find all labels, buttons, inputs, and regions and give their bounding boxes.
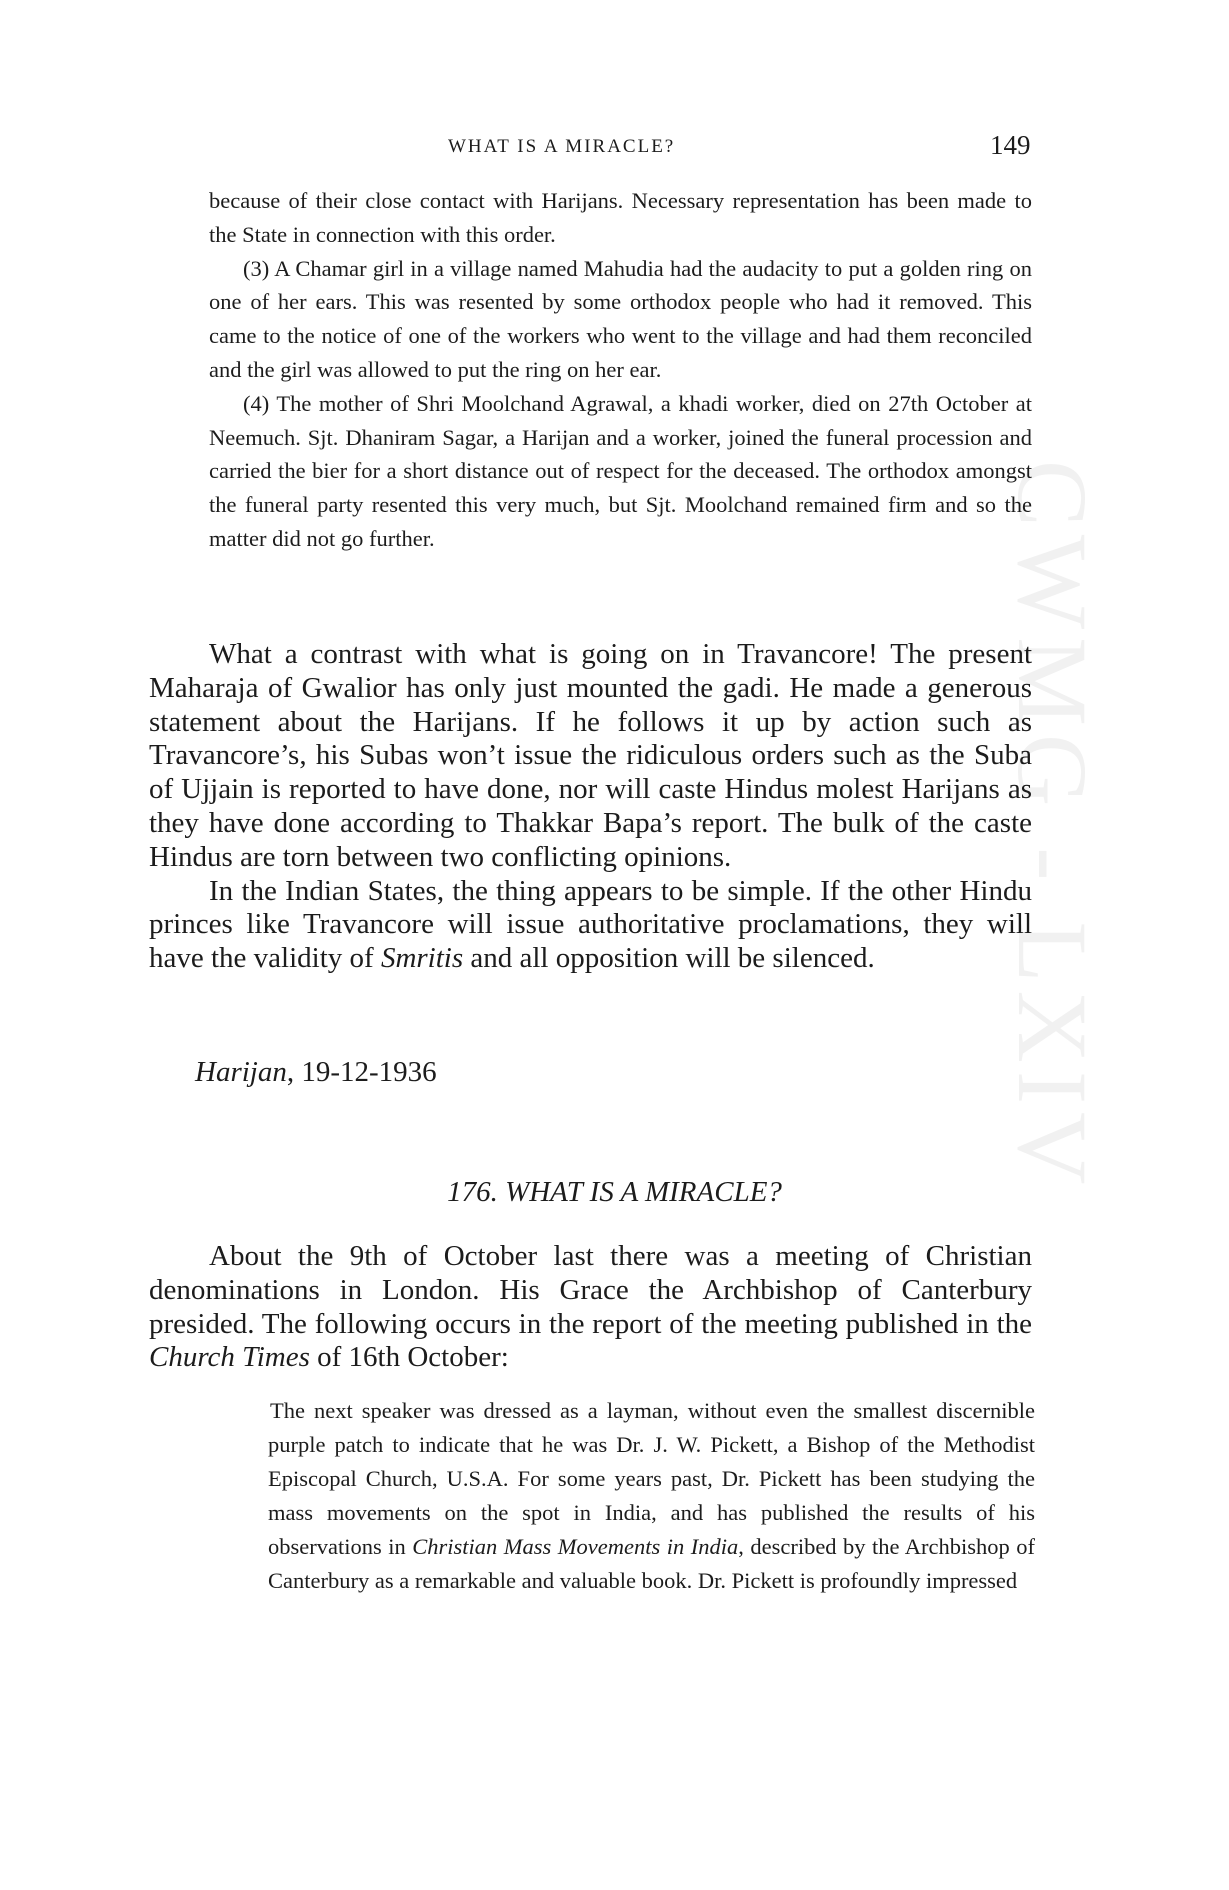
quote-text-b: , described by the Archbishop of Canterbury as a remarkable and valuable book. Dr. Pickett is profoundly impressed: [268, 1534, 1036, 1593]
church-times-title: Church Times: [149, 1341, 310, 1374]
page-number: 149: [990, 130, 1031, 160]
running-title: WHAT IS A MIRACLE?: [448, 136, 676, 157]
quoted-report: [268, 1394, 1035, 1598]
quote-text-a: The next speaker was dressed as a layman, without even the smallest discernible purple patch to indicate that he was Dr. J. W. Pickett, a Bishop of the Methodist Episcopal Church, U.S.A. For some years past, Dr. Pickett has been studying the mass movements on the spot in India, and has published the results of his observations in: [268, 1398, 1035, 1559]
article-intro: [149, 1240, 1032, 1375]
quote-paragraph: [268, 1394, 1035, 1598]
article-heading: 176. WHAT IS A MIRACLE?: [447, 1176, 782, 1208]
report-continuation: because of their close contact with Harijans. Necessary representation has been made to the State in connection with this order.: [209, 188, 1032, 247]
report-item-4: (4) The mother of Shri Moolchand Agrawal, a khadi worker, died on 27th October at Neemuch. Sjt. Dhaniram Sagar, a Harijan and a worker, joined the funeral procession and carried the bier for a short distance out of respect for the deceased. The orthodox amongst the funeral party resented this very much, but Sjt. Moolchand remained firm and so the matter did not go further.: [209, 390, 1032, 551]
report-item-3: (3) A Chamar girl in a village named Mahudia had the audacity to put a golden ring on one of her ears. This was resented by some orthodox people who had it removed. This came to the notice of one of the workers who went to the village and had them reconciled and the girl was allowed to put the ring on her ear.: [209, 255, 1032, 382]
book-title: Christian Mass Movements in India: [412, 1534, 739, 1559]
intro-text-a: About the 9th of October last there was a meeting of Christian denominations in London. His Grace the Archbishop of Canterbury presided. The following occurs in the report of the meeting published in the: [149, 1240, 1032, 1340]
body-paragraph-2: [149, 875, 1032, 976]
body-paragraph-1: What a contrast with what is going on in Travancore! The present Maharaja of Gwalior has only just mounted the gadi. He made a generous statement about the Harijans. If he follows it up by action such as Travancore’s, his Subas won’t issue the ridiculous orders such as the Suba of Ujjain is reported to have done, nor will caste Hindus molest Harijans as they have done according to Thakkar Bapa’s report. The bulk of the caste Hindus are torn between two conflicting opinions.: [149, 638, 1032, 873]
body-text: [149, 638, 1032, 976]
watermark: CWMG - LXIV: [997, 460, 1108, 1193]
article-intro-paragraph: [149, 1240, 1032, 1375]
source-citation: [195, 1056, 437, 1089]
source-date: , 19-12-1936: [286, 1056, 437, 1088]
report-items: [209, 184, 1032, 556]
smritis-term: Smritis: [380, 942, 464, 975]
para2-text-b: and all opposition will be silenced.: [463, 942, 875, 975]
para2-text-a: In the Indian States, the thing appears to be simple. If the other Hindu princes like Travancore will issue authoritative proclamations, they will have the validity of: [149, 874, 1032, 975]
intro-text-b: of 16th October:: [309, 1341, 509, 1374]
source-publication: Harijan: [195, 1056, 287, 1088]
